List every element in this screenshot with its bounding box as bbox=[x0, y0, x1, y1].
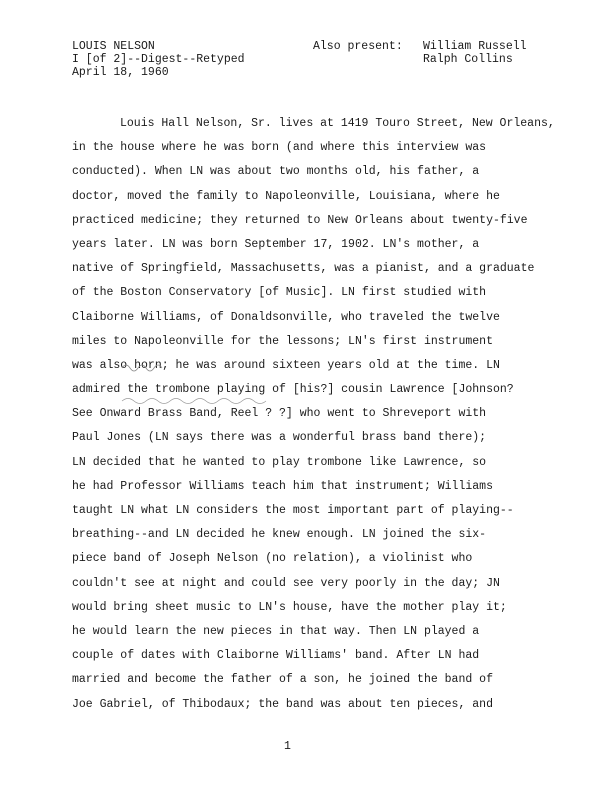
interview-date: April 18, 1960 bbox=[72, 66, 169, 79]
body-line: married and become the father of a son, he joined the band of bbox=[72, 673, 493, 687]
body-line: in the house where he was born (and where this interview was bbox=[72, 141, 487, 155]
interview-header bbox=[72, 40, 245, 79]
body-line: couldn't see at night and could see very poorly in the day; JN bbox=[72, 576, 500, 590]
also-present-name: William Russell bbox=[423, 40, 527, 53]
page-number: 1 bbox=[284, 740, 291, 753]
body-line: conducted). When LN was about two months old, his father, a bbox=[72, 165, 480, 179]
body-line: taught LN what LN considers the most important part of playing-- bbox=[72, 504, 514, 517]
body-line: Joe Gabriel, of Thibodaux; the band was about ten pieces, and bbox=[72, 697, 493, 711]
body-line: years later. LN was born September 17, 1902. LN's mother, a bbox=[72, 237, 480, 251]
body-line: See Onward Brass Band, Reel ? ?] who went to Shreveport with bbox=[72, 407, 487, 421]
body-line: breathing--and LN decided he knew enough. LN joined the six- bbox=[72, 528, 487, 542]
body-line: piece band of Joseph Nelson (no relation), a violinist who bbox=[72, 552, 473, 566]
body-line: doctor, moved the family to Napoleonville, Louisiana, where he bbox=[72, 189, 500, 203]
body-line: Paul Jones (LN says there was a wonderful brass band there); bbox=[72, 431, 487, 445]
also-present-label: Also present: bbox=[313, 40, 403, 53]
body-line: practiced medicine; they returned to New Orleans about twenty-five bbox=[72, 213, 528, 227]
body-line: couple of dates with Claiborne Williams' band. After LN had bbox=[72, 649, 480, 663]
interviewee-name: LOUIS NELSON bbox=[72, 40, 155, 53]
body-line: of the Boston Conservatory [of Music]. LN first studied with bbox=[72, 286, 487, 300]
body-line: was also horn; he was around sixteen years old at the time. LN bbox=[72, 358, 500, 372]
body-line: admired the trombone playing of [his?] cousin Lawrence [Johnson? bbox=[72, 383, 514, 397]
also-present-name: Ralph Collins bbox=[423, 53, 513, 66]
digest-body bbox=[72, 112, 592, 717]
body-line: Louis Hall Nelson, Sr. lives at 1419 Touro Street, New Orleans, bbox=[120, 117, 555, 130]
body-line: he would learn the new pieces in that way. Then LN played a bbox=[72, 624, 480, 638]
body-line: native of Springfield, Massachusetts, was a pianist, and a graduate bbox=[72, 262, 535, 276]
body-line: Claiborne Williams, of Donaldsonville, who traveled the twelve bbox=[72, 310, 500, 324]
body-line: LN decided that he wanted to play trombone like Lawrence, so bbox=[72, 455, 487, 469]
also-present-block bbox=[313, 40, 527, 66]
body-line: miles to Napoleonville for the lessons; LN's first instrument bbox=[72, 334, 493, 348]
body-line: he had Professor Williams teach him that instrument; Williams bbox=[72, 479, 493, 493]
body-line: would bring sheet music to LN's house, have the mother play it; bbox=[72, 600, 507, 614]
handwritten-scribble bbox=[120, 360, 164, 372]
reel-label: I [of 2]--Digest--Retyped bbox=[72, 53, 245, 66]
handwritten-scribble bbox=[120, 394, 280, 406]
